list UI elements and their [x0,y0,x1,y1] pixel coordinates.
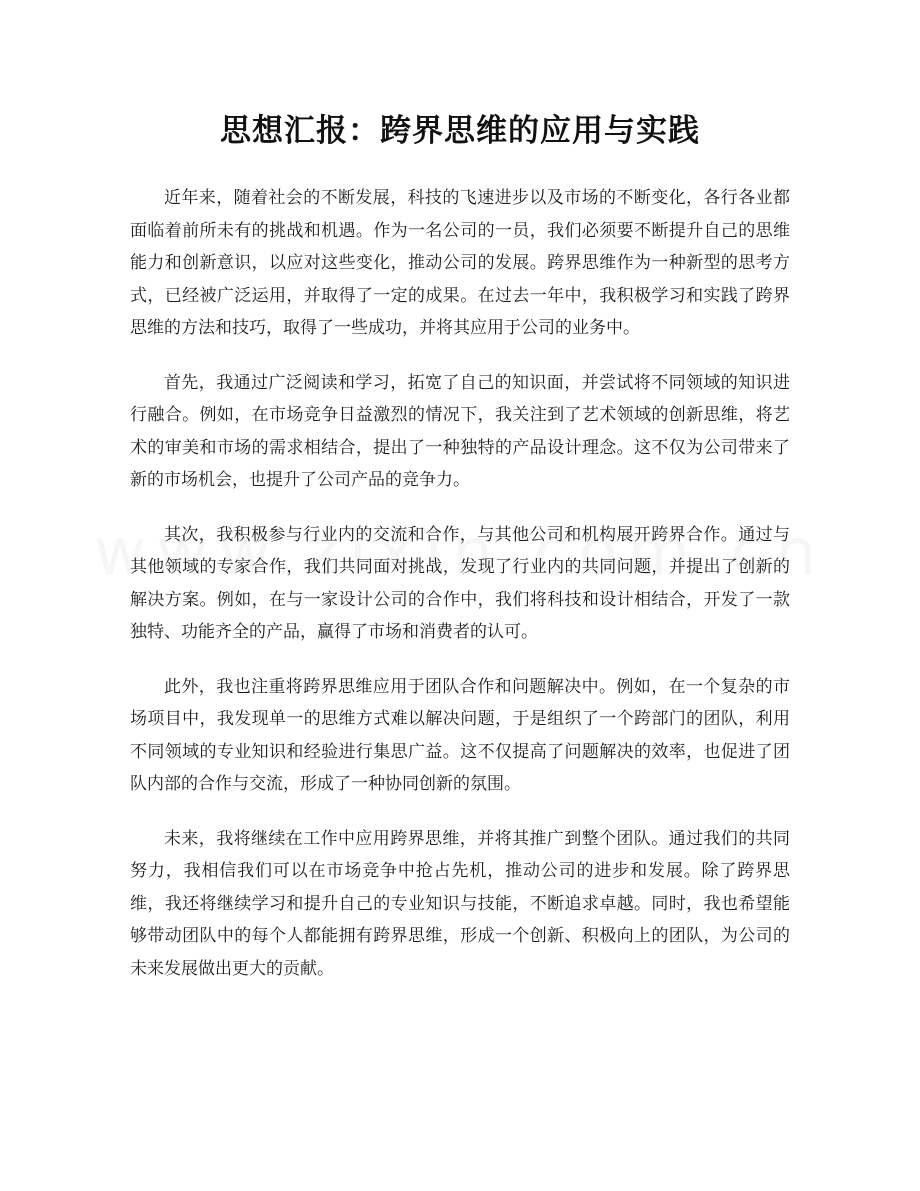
paragraph-future: 未来，我将继续在工作中应用跨界思维，并将其推广到整个团队。通过我们的共同努力，我相信我们可以在市场竞争中抢占先机，推动公司的进步和发展。除了跨界思维，我还将继续学习和提升自己的专业知识与技能，不断追求卓越。同时，我也希望能够带动团队中的每个人都能拥有跨界思维，形成一个创新、积极向上的团队，为公司的未来发展做出更大的贡献。 [130,828,790,979]
paragraph-first: 首先，我通过广泛阅读和学习，拓宽了自己的知识面，并尝试将不同领域的知识进行融合。例如，在市场竞争日益激烈的情况下，我关注到了艺术领域的创新思维，将艺术的审美和市场的需求相结合，提出了一种独特的产品设计理念。这不仅为公司带来了新的市场机会，也提升了公司产品的竞争力。 [130,372,790,490]
document-body [130,182,790,1007]
paragraph-intro: 近年来，随着社会的不断发展，科技的飞速进步以及市场的不断变化，各行各业都面临着前所未有的挑战和机遇。作为一名公司的一员，我们必须要不断提升自己的思维能力和创新意识，以应对这些变化，推动公司的发展。跨界思维作为一种新型的思考方式，已经被广泛运用，并取得了一定的成果。在过去一年中，我积极学习和实践了跨界思维的方法和技巧，取得了一些成功，并将其应用于公司的业务中。 [130,188,790,338]
document-title: 思想汇报：跨界思维的应用与实践 [220,113,700,149]
paragraph-additionally: 此外，我也注重将跨界思维应用于团队合作和问题解决中。例如，在一个复杂的市场项目中，我发现单一的思维方式难以解决问题，于是组织了一个跨部门的团队，利用不同领域的专业知识和经验进行集思广益。这不仅提高了问题解决的效率，也促进了团队内部的合作与交流，形成了一种协同创新的氛围。 [130,676,790,794]
paragraph-second: 其次，我积极参与行业内的交流和合作，与其他公司和机构展开跨界合作。通过与其他领域的专家合作，我们共同面对挑战，发现了行业内的共同问题，并提出了创新的解决方案。例如，在与一家设计公司的合作中，我们将科技和设计相结合，开发了一款独特、功能齐全的产品，赢得了市场和消费者的认可。 [130,524,790,642]
